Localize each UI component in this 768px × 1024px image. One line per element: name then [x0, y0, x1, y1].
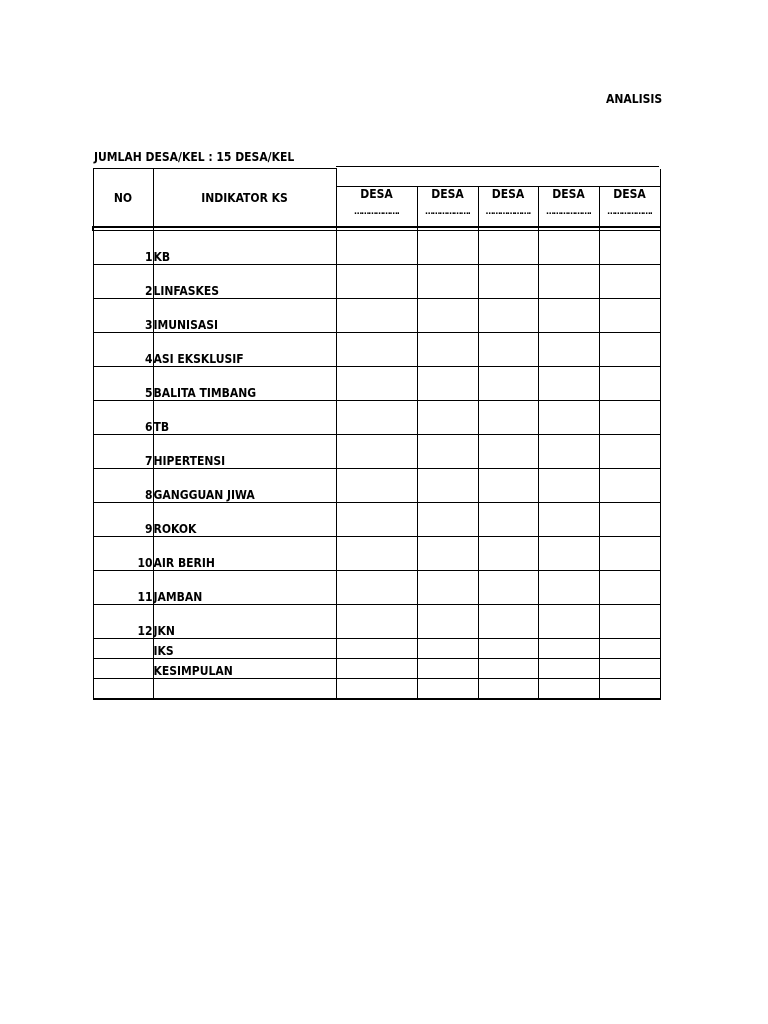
desa-value-cell[interactable]: [538, 469, 599, 503]
desa-value-cell[interactable]: [599, 503, 660, 537]
desa-value-cell[interactable]: [599, 401, 660, 435]
desa-dots: ……………….: [607, 206, 652, 217]
header-top-line: [336, 166, 659, 167]
desa-value-cell[interactable]: [538, 231, 599, 265]
desa-dots: ……………….: [485, 206, 531, 217]
desa-value-cell[interactable]: [538, 435, 599, 469]
desa-value-cell[interactable]: [478, 503, 538, 537]
desa-label: DESA: [613, 186, 646, 201]
desa-value-cell[interactable]: [417, 679, 478, 700]
indicator-table: [92, 168, 661, 700]
desa-value-cell[interactable]: [599, 231, 660, 265]
desa-value-cell[interactable]: [336, 639, 417, 659]
row-indicator: ASI EKSKLUSIF: [153, 333, 336, 367]
table-row: [93, 435, 660, 469]
desa-dots: ……………….: [546, 206, 591, 217]
desa-value-cell[interactable]: [478, 435, 538, 469]
column-header-desa-3: [478, 186, 538, 227]
desa-value-cell[interactable]: [599, 537, 660, 571]
desa-value-cell[interactable]: [478, 265, 538, 299]
row-number: 9: [93, 503, 153, 537]
desa-value-cell[interactable]: [336, 503, 417, 537]
row-number: 10: [93, 537, 153, 571]
row-number: 1: [93, 231, 153, 265]
indicator-rows: [93, 227, 660, 639]
desa-label: DESA: [552, 186, 585, 201]
desa-value-cell[interactable]: [417, 367, 478, 401]
desa-value-cell[interactable]: [417, 659, 478, 679]
column-header-indicator: INDIKATOR KS: [153, 169, 336, 228]
desa-value-cell[interactable]: [417, 537, 478, 571]
desa-value-cell[interactable]: [538, 605, 599, 639]
row-number: 8: [93, 469, 153, 503]
desa-value-cell[interactable]: [478, 537, 538, 571]
row-indicator: LINFASKES: [153, 265, 336, 299]
desa-value-cell[interactable]: [336, 231, 417, 265]
desa-value-cell[interactable]: [336, 265, 417, 299]
table-row: [93, 469, 660, 503]
desa-dots: ……………….: [425, 206, 470, 217]
table-row: [93, 299, 660, 333]
table-row: [93, 571, 660, 605]
desa-value-cell[interactable]: [336, 679, 417, 700]
desa-label: DESA: [491, 186, 525, 201]
desa-value-cell[interactable]: [599, 367, 660, 401]
desa-value-cell[interactable]: [417, 299, 478, 333]
desa-value-cell[interactable]: [599, 265, 660, 299]
row-number: 6: [93, 401, 153, 435]
desa-value-cell[interactable]: [478, 605, 538, 639]
row-indicator: KESIMPULAN: [153, 659, 336, 679]
column-header-desa-4: [538, 186, 599, 227]
desa-value-cell[interactable]: [538, 299, 599, 333]
desa-value-cell[interactable]: [538, 659, 599, 679]
summary-row: [93, 679, 660, 700]
row-indicator: KB: [153, 231, 336, 265]
row-number: 3: [93, 299, 153, 333]
desa-label: DESA: [431, 186, 464, 201]
desa-value-cell[interactable]: [417, 401, 478, 435]
desa-value-cell[interactable]: [478, 659, 538, 679]
desa-value-cell[interactable]: [478, 571, 538, 605]
summary-rows: [93, 639, 660, 700]
row-number: 4: [93, 333, 153, 367]
column-header-desa-1: [336, 186, 417, 227]
desa-value-cell[interactable]: [478, 679, 538, 700]
column-header-desa-2: [417, 186, 478, 227]
desa-value-cell[interactable]: [336, 659, 417, 679]
row-indicator: TB: [153, 401, 336, 435]
desa-value-cell[interactable]: [417, 435, 478, 469]
desa-value-cell[interactable]: [599, 659, 660, 679]
table-row: [93, 605, 660, 639]
row-indicator: ROKOK: [153, 503, 336, 537]
desa-value-cell[interactable]: [417, 605, 478, 639]
row-number: 2: [93, 265, 153, 299]
desa-value-cell[interactable]: [417, 469, 478, 503]
desa-value-cell[interactable]: [538, 679, 599, 700]
desa-value-cell[interactable]: [417, 231, 478, 265]
row-number: 12: [93, 605, 153, 639]
desa-value-cell[interactable]: [336, 571, 417, 605]
table-row: [93, 265, 660, 299]
desa-label: DESA: [360, 186, 393, 201]
desa-value-cell[interactable]: [336, 435, 417, 469]
desa-value-cell[interactable]: [599, 571, 660, 605]
desa-value-cell[interactable]: [599, 435, 660, 469]
desa-value-cell[interactable]: [478, 639, 538, 659]
desa-dots: ……………….: [354, 206, 399, 217]
desa-value-cell[interactable]: [336, 367, 417, 401]
desa-value-cell[interactable]: [336, 469, 417, 503]
desa-value-cell[interactable]: [599, 299, 660, 333]
row-indicator: IMUNISASI: [153, 299, 336, 333]
row-indicator: BALITA TIMBANG: [153, 367, 336, 401]
desa-value-cell[interactable]: [599, 605, 660, 639]
row-indicator: AIR BERIH: [153, 537, 336, 571]
column-header-desa-5: [599, 186, 660, 227]
desa-value-cell[interactable]: [599, 469, 660, 503]
desa-value-cell[interactable]: [478, 401, 538, 435]
desa-value-cell[interactable]: [478, 367, 538, 401]
desa-value-cell[interactable]: [336, 605, 417, 639]
summary-row: [93, 659, 660, 679]
summary-row: [93, 639, 660, 659]
row-number: 11: [93, 571, 153, 605]
row-number: [93, 639, 153, 659]
desa-value-cell[interactable]: [336, 333, 417, 367]
desa-value-cell[interactable]: [478, 299, 538, 333]
table-row: [93, 401, 660, 435]
desa-value-cell[interactable]: [538, 401, 599, 435]
table-row: [93, 537, 660, 571]
desa-value-cell[interactable]: [599, 639, 660, 659]
row-number: [93, 679, 153, 700]
table-row: [93, 367, 660, 401]
desa-value-cell[interactable]: [417, 639, 478, 659]
row-indicator: GANGGUAN JIWA: [153, 469, 336, 503]
desa-group-header: [336, 169, 660, 187]
desa-value-cell[interactable]: [538, 571, 599, 605]
desa-value-cell[interactable]: [599, 679, 660, 700]
desa-value-cell[interactable]: [538, 367, 599, 401]
table-row: [93, 503, 660, 537]
desa-value-cell[interactable]: [538, 639, 599, 659]
row-number: 7: [93, 435, 153, 469]
row-indicator: [153, 679, 336, 700]
desa-value-cell[interactable]: [599, 333, 660, 367]
desa-value-cell[interactable]: [336, 401, 417, 435]
row-number: [93, 659, 153, 679]
table-row: [93, 333, 660, 367]
row-indicator: HIPERTENSI: [153, 435, 336, 469]
row-indicator: JAMBAN: [153, 571, 336, 605]
column-header-no: NO: [93, 169, 153, 228]
desa-value-cell[interactable]: [538, 265, 599, 299]
desa-value-cell[interactable]: [417, 265, 478, 299]
row-indicator: JKN: [153, 605, 336, 639]
table-row: [93, 231, 660, 265]
desa-value-cell[interactable]: [538, 537, 599, 571]
row-indicator: IKS: [153, 639, 336, 659]
desa-value-cell[interactable]: [417, 571, 478, 605]
village-count-label: JUMLAH DESA/KEL : 15 DESA/KEL: [94, 150, 295, 164]
document-title: ANALISIS: [606, 92, 663, 106]
desa-value-cell[interactable]: [478, 333, 538, 367]
desa-value-cell[interactable]: [538, 333, 599, 367]
desa-value-cell[interactable]: [336, 299, 417, 333]
desa-value-cell[interactable]: [417, 503, 478, 537]
desa-value-cell[interactable]: [538, 503, 599, 537]
desa-value-cell[interactable]: [336, 537, 417, 571]
desa-value-cell[interactable]: [478, 231, 538, 265]
desa-value-cell[interactable]: [417, 333, 478, 367]
row-number: 5: [93, 367, 153, 401]
desa-value-cell[interactable]: [478, 469, 538, 503]
